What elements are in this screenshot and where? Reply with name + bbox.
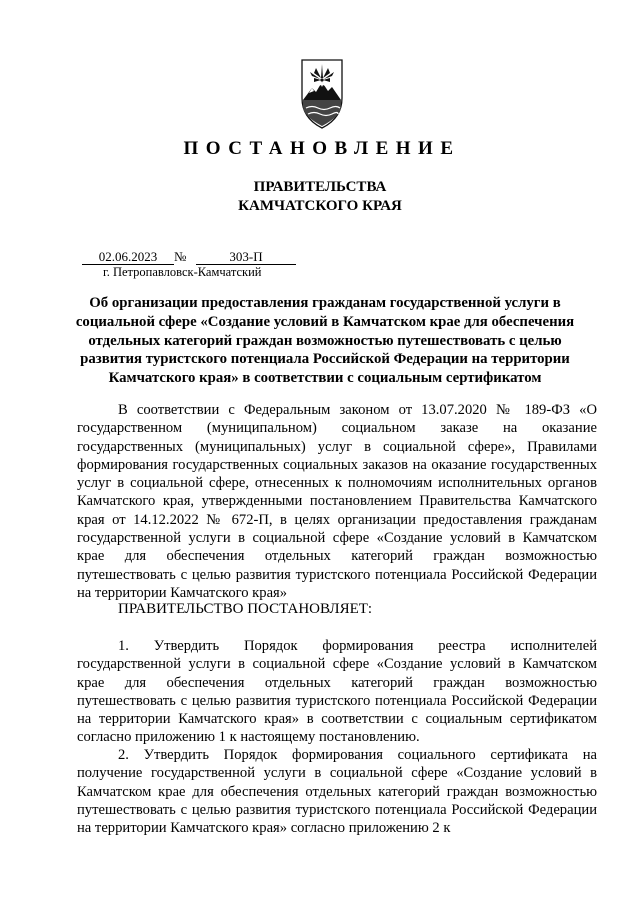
- document-title: Об организации предоставления гражданам государственной услуги в социальной сфере «Создание условий в Камчатском крае для обеспечения отдельных категорий граждан возможностью путешествовать с целью развития туристского потенциала Российской Федерации на территории Камчатского края» в соответствии с социальным сертификатом: [75, 295, 575, 387]
- authority-line-1: ПРАВИТЕЛЬСТВА: [253, 179, 387, 195]
- number-label: №: [174, 249, 187, 264]
- document-type-heading: ПОСТАНОВЛЕНИЕ: [183, 138, 461, 159]
- coat-of-arms-icon: [300, 58, 344, 130]
- item-1-paragraph: 1. Утвердить Порядок формирования реестра исполнителей государственной услуги в социальной сфере «Создание условий в Камчатском крае для обеспечения отдельных категорий граждан возможностью путешествовать с целью развития туристского потенциала Российской Федерации на территории Камчатского края» в соответствии с социальным сертификатом согласно приложению 1 к настоящему постановлению.: [77, 638, 597, 746]
- document-date: 02.06.2023: [82, 250, 174, 265]
- issuing-authority: [0, 178, 640, 216]
- item-2-paragraph: 2. Утвердить Порядок формирования социального сертификата на получение государственной услуги в социальной сфере «Создание условий в Камчатском крае для обеспечения отдельных категорий граждан возможностью путешествовать с целью развития туристского потенциала Российской Федерации на территории Камчатского края» согласно приложению 2 к: [77, 747, 597, 837]
- resolution-clause: ПРАВИТЕЛЬСТВО ПОСТАНОВЛЯЕТ:: [118, 601, 373, 617]
- document-number: 303-П: [196, 250, 296, 265]
- place-of-issue: г. Петропавловск-Камчатский: [103, 265, 262, 279]
- authority-line-2: КАМЧАТСКОГО КРАЯ: [238, 198, 402, 214]
- preamble-paragraph: В соответствии с Федеральным законом от 13.07.2020 № 189-ФЗ «О государственном (муниципальном) социальном заказе на оказание государственных (муниципальных) услуг в социальной сфере», Правилами формирования государственных социальных заказов на оказание государственных услуг в социальной сфере, отнесенных к полномочиям исполнительных органов Камчатского края, утвержденными постановлением Правительства Камчатского края от 14.12.2022 № 672-П, в целях организации предоставления гражданам государственной услуги в социальной сфере «Создание условий в Камчатском крае для обеспечения отдельных категорий граждан возможностью путешествовать с целью развития туристского потенциала Российской Федерации на территории Камчатского края»: [77, 402, 597, 601]
